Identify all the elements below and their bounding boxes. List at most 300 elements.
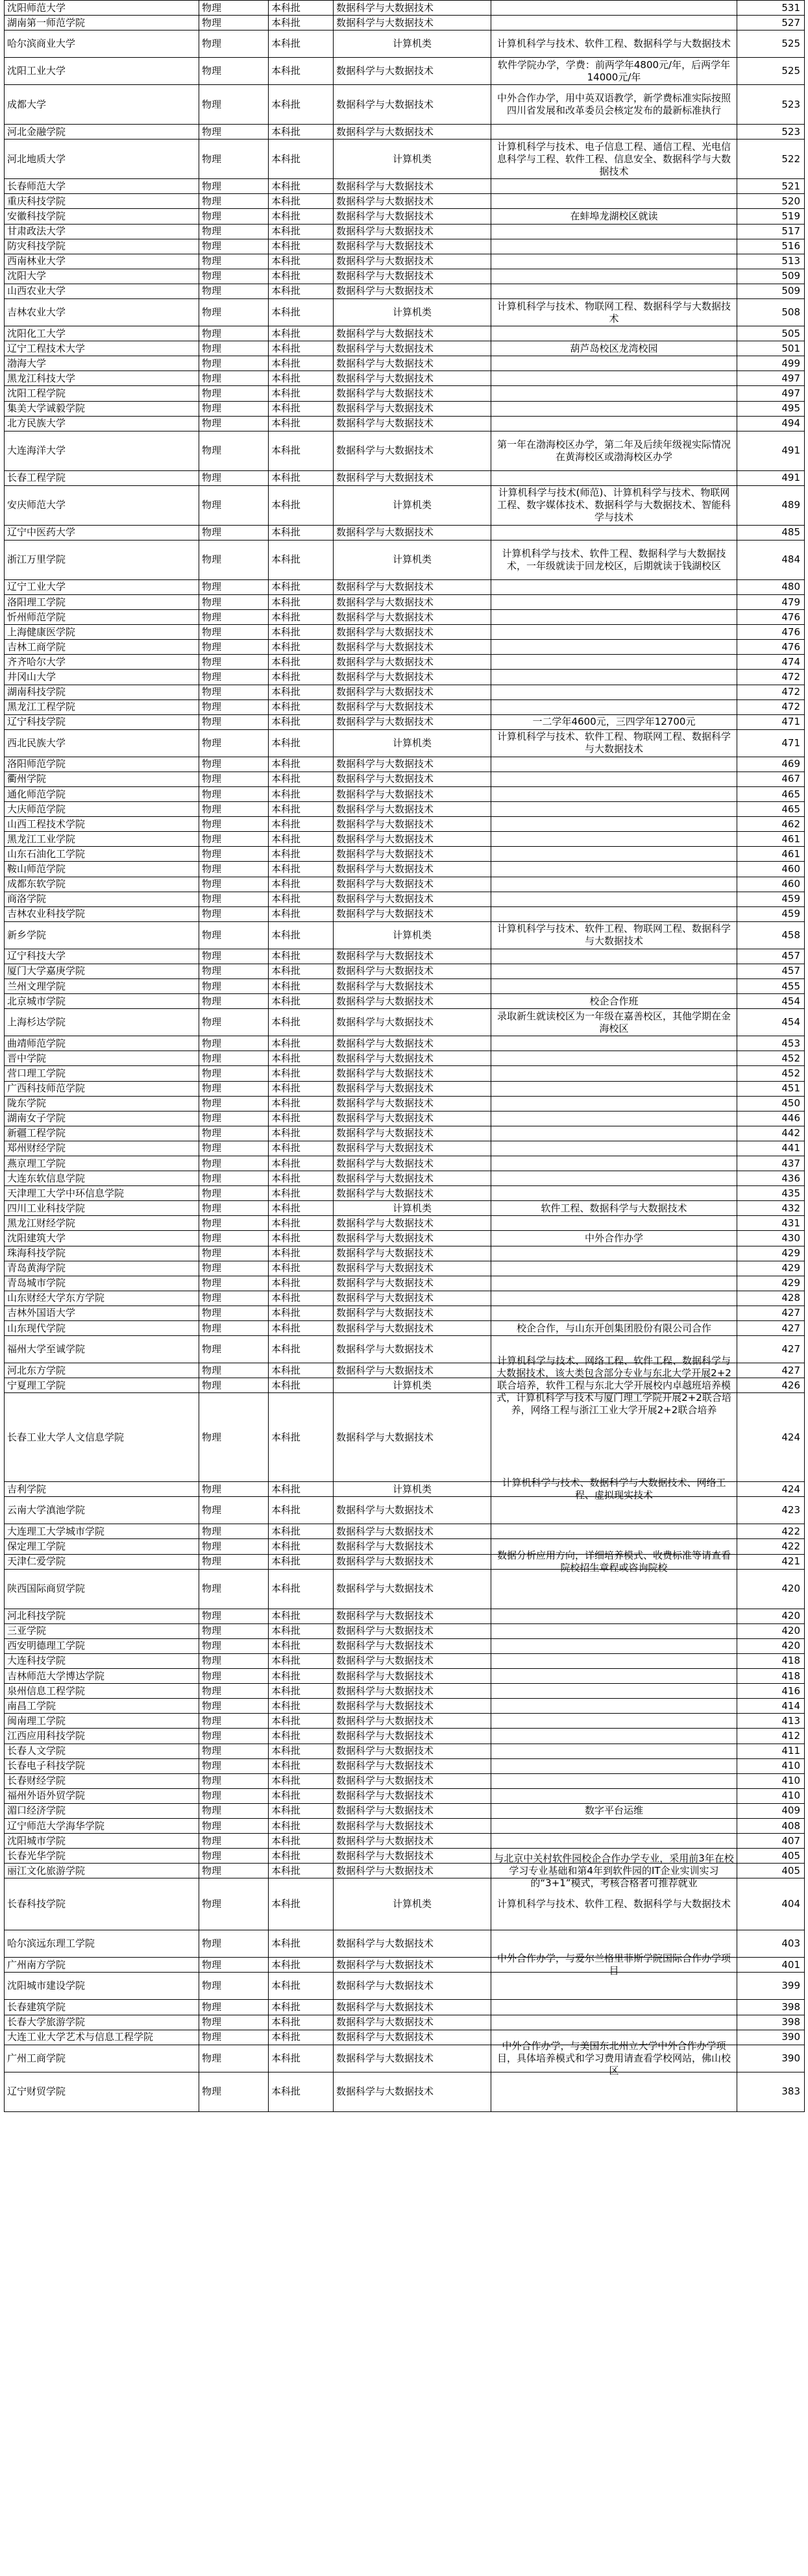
note-cell: 软件学院办学，学费：前两学年4800元/年，后两学年14000元/年 xyxy=(491,58,737,84)
subject-cell: 物理 xyxy=(199,1878,269,1930)
batch-cell: 本科批 xyxy=(269,772,334,786)
note-cell xyxy=(491,1609,737,1623)
school-cell: 丽江文化旅游学院 xyxy=(5,1864,199,1878)
score-cell: 399 xyxy=(737,1973,805,1999)
table-row xyxy=(5,1524,805,1539)
school-cell: 防灾科技学院 xyxy=(5,239,199,254)
note-cell xyxy=(491,817,737,831)
school-cell: 辽宁财贸学院 xyxy=(5,2072,199,2111)
batch-cell: 本科批 xyxy=(269,431,334,470)
major-cell: 数据科学与大数据技术 xyxy=(334,269,491,284)
subject-cell: 物理 xyxy=(199,1849,269,1863)
school-cell: 成都东软学院 xyxy=(5,877,199,892)
table-row xyxy=(5,1156,805,1171)
score-cell: 519 xyxy=(737,209,805,223)
subject-cell: 物理 xyxy=(199,299,269,326)
subject-cell: 物理 xyxy=(199,1126,269,1141)
school-cell: 浙江万里学院 xyxy=(5,541,199,579)
batch-cell: 本科批 xyxy=(269,471,334,485)
subject-cell: 物理 xyxy=(199,832,269,846)
score-cell: 429 xyxy=(737,1246,805,1261)
subject-cell: 物理 xyxy=(199,2030,269,2045)
score-cell: 472 xyxy=(737,685,805,699)
note-cell xyxy=(491,2072,737,2111)
major-cell: 数据科学与大数据技术 xyxy=(334,179,491,193)
table-row xyxy=(5,772,805,787)
score-cell: 474 xyxy=(737,655,805,669)
subject-cell: 物理 xyxy=(199,341,269,356)
major-cell: 数据科学与大数据技术 xyxy=(334,1654,491,1668)
major-cell: 数据科学与大数据技术 xyxy=(334,994,491,1008)
table-row xyxy=(5,1952,805,1977)
major-cell: 数据科学与大数据技术 xyxy=(334,1729,491,1743)
score-cell: 418 xyxy=(737,1669,805,1683)
school-cell: 广西科技师范学院 xyxy=(5,1082,199,1096)
school-cell: 福州外语外贸学院 xyxy=(5,1789,199,1803)
table-row xyxy=(5,685,805,700)
score-cell: 423 xyxy=(737,1497,805,1524)
batch-cell: 本科批 xyxy=(269,1141,334,1156)
table-row xyxy=(5,356,805,371)
note-cell xyxy=(491,787,737,801)
subject-cell: 物理 xyxy=(199,2072,269,2111)
score-cell: 413 xyxy=(737,1714,805,1728)
subject-cell: 物理 xyxy=(199,1804,269,1818)
table-row xyxy=(5,254,805,269)
major-cell: 数据科学与大数据技术 xyxy=(334,1864,491,1878)
note-cell xyxy=(491,2000,737,2014)
batch-cell: 本科批 xyxy=(269,1878,334,1930)
note-cell xyxy=(491,326,737,341)
school-cell: 江西应用科技学院 xyxy=(5,1729,199,1743)
score-cell: 494 xyxy=(737,417,805,431)
major-cell: 计算机类 xyxy=(334,541,491,579)
subject-cell: 物理 xyxy=(199,371,269,385)
note-cell xyxy=(491,1684,737,1698)
major-cell: 数据科学与大数据技术 xyxy=(334,1639,491,1653)
subject-cell: 物理 xyxy=(199,1141,269,1156)
note-cell: 一二学年4600元，三四学年12700元 xyxy=(491,715,737,729)
major-cell: 数据科学与大数据技术 xyxy=(334,1276,491,1291)
subject-cell: 物理 xyxy=(199,1036,269,1051)
major-cell: 数据科学与大数据技术 xyxy=(334,1066,491,1080)
major-cell: 数据科学与大数据技术 xyxy=(334,1774,491,1788)
table-row xyxy=(5,284,805,299)
table-row xyxy=(5,1624,805,1639)
major-cell: 数据科学与大数据技术 xyxy=(334,386,491,400)
batch-cell: 本科批 xyxy=(269,225,334,239)
school-cell: 大连东软信息学院 xyxy=(5,1171,199,1185)
school-cell: 大连工业大学艺术与信息工程学院 xyxy=(5,2030,199,2045)
school-cell: 沈阳大学 xyxy=(5,269,199,284)
score-cell: 452 xyxy=(737,1066,805,1080)
batch-cell: 本科批 xyxy=(269,1759,334,1773)
school-cell: 上海杉达学院 xyxy=(5,1009,199,1036)
batch-cell: 本科批 xyxy=(269,326,334,341)
table-row xyxy=(5,1261,805,1276)
table-row xyxy=(5,1141,805,1156)
major-cell: 数据科学与大数据技术 xyxy=(334,802,491,816)
note-cell xyxy=(491,979,737,993)
note-cell: 校企合作班 xyxy=(491,994,737,1008)
school-cell: 新疆工程学院 xyxy=(5,1126,199,1141)
subject-cell: 物理 xyxy=(199,2000,269,2014)
subject-cell: 物理 xyxy=(199,541,269,579)
batch-cell: 本科批 xyxy=(269,356,334,371)
table-row xyxy=(5,1804,805,1819)
major-cell: 数据科学与大数据技术 xyxy=(334,2045,491,2072)
school-cell: 河北东方学院 xyxy=(5,1363,199,1378)
subject-cell: 物理 xyxy=(199,1112,269,1126)
subject-cell: 物理 xyxy=(199,1759,269,1773)
score-cell: 516 xyxy=(737,239,805,254)
score-cell: 429 xyxy=(737,1276,805,1291)
note-cell xyxy=(491,254,737,269)
table-row xyxy=(5,1570,805,1609)
batch-cell: 本科批 xyxy=(269,1051,334,1065)
note-cell xyxy=(491,1570,737,1609)
school-cell: 商洛学院 xyxy=(5,892,199,906)
subject-cell: 物理 xyxy=(199,994,269,1008)
table-row xyxy=(5,1066,805,1081)
note-cell xyxy=(491,1524,737,1538)
score-cell: 495 xyxy=(737,402,805,416)
major-cell: 数据科学与大数据技术 xyxy=(334,979,491,993)
batch-cell: 本科批 xyxy=(269,486,334,525)
score-cell: 472 xyxy=(737,670,805,684)
note-cell: 第一年在渤海校区办学，第二年及后续年级视实际情况在黄海校区或渤海校区办学 xyxy=(491,431,737,470)
batch-cell: 本科批 xyxy=(269,640,334,654)
subject-cell: 物理 xyxy=(199,907,269,921)
major-cell: 计算机类 xyxy=(334,140,491,178)
major-cell: 数据科学与大数据技术 xyxy=(334,58,491,84)
subject-cell: 物理 xyxy=(199,402,269,416)
batch-cell: 本科批 xyxy=(269,1570,334,1609)
note-cell xyxy=(491,179,737,193)
note-cell xyxy=(491,892,737,906)
school-cell: 甘肃政法大学 xyxy=(5,225,199,239)
major-cell: 数据科学与大数据技术 xyxy=(334,431,491,470)
batch-cell: 本科批 xyxy=(269,1958,334,1972)
subject-cell: 物理 xyxy=(199,2045,269,2072)
major-cell: 计算机类 xyxy=(334,922,491,949)
note-cell xyxy=(491,239,737,254)
batch-cell: 本科批 xyxy=(269,1363,334,1378)
score-cell: 465 xyxy=(737,787,805,801)
table-row xyxy=(5,1321,805,1336)
table-row xyxy=(5,1276,805,1291)
school-cell: 四川工业科技学院 xyxy=(5,1201,199,1215)
batch-cell: 本科批 xyxy=(269,1393,334,1481)
major-cell: 数据科学与大数据技术 xyxy=(334,125,491,139)
major-cell: 数据科学与大数据技术 xyxy=(334,2000,491,2014)
note-cell xyxy=(491,194,737,208)
score-table xyxy=(4,0,805,2112)
school-cell: 新乡学院 xyxy=(5,922,199,949)
subject-cell: 物理 xyxy=(199,254,269,269)
score-cell: 390 xyxy=(737,2045,805,2072)
score-cell: 427 xyxy=(737,1336,805,1363)
subject-cell: 物理 xyxy=(199,1082,269,1096)
note-cell xyxy=(491,1714,737,1728)
subject-cell: 物理 xyxy=(199,922,269,949)
school-cell: 广州南方学院 xyxy=(5,1958,199,1972)
subject-cell: 物理 xyxy=(199,1378,269,1392)
subject-cell: 物理 xyxy=(199,979,269,993)
major-cell: 数据科学与大数据技术 xyxy=(334,1497,491,1524)
batch-cell: 本科批 xyxy=(269,595,334,609)
school-cell: 辽宁中医药大学 xyxy=(5,526,199,540)
batch-cell: 本科批 xyxy=(269,670,334,684)
subject-cell: 物理 xyxy=(199,1744,269,1758)
table-row xyxy=(5,194,805,209)
score-cell: 453 xyxy=(737,1036,805,1051)
batch-cell: 本科批 xyxy=(269,299,334,326)
school-cell: 湖南第一师范学院 xyxy=(5,16,199,30)
score-cell: 418 xyxy=(737,1654,805,1668)
table-row xyxy=(5,2072,805,2112)
note-cell: 计算机科学与技术(师范)、计算机科学与技术、物联网工程、数字媒体技术、数据科学与大数据技术、智能科学与技术 xyxy=(491,486,737,525)
subject-cell: 物理 xyxy=(199,1819,269,1833)
table-row xyxy=(5,700,805,715)
table-row xyxy=(5,949,805,964)
score-cell: 459 xyxy=(737,907,805,921)
school-cell: 沈阳城市建设学院 xyxy=(5,1973,199,1999)
major-cell: 计算机类 xyxy=(334,1201,491,1215)
batch-cell: 本科批 xyxy=(269,1321,334,1335)
batch-cell: 本科批 xyxy=(269,877,334,892)
major-cell: 数据科学与大数据技术 xyxy=(334,787,491,801)
school-cell: 集美大学诚毅学院 xyxy=(5,402,199,416)
school-cell: 大连理工大学城市学院 xyxy=(5,1524,199,1538)
score-cell: 404 xyxy=(737,1878,805,1930)
school-cell: 沈阳师范大学 xyxy=(5,1,199,15)
note-cell xyxy=(491,772,737,786)
score-cell: 446 xyxy=(737,1112,805,1126)
subject-cell: 物理 xyxy=(199,1276,269,1291)
note-cell: 计算机科学与技术、软件工程、物联网工程、数据科学与大数据技术 xyxy=(491,730,737,757)
score-cell: 499 xyxy=(737,356,805,371)
score-cell: 408 xyxy=(737,1819,805,1833)
score-cell: 427 xyxy=(737,1363,805,1378)
subject-cell: 物理 xyxy=(199,284,269,298)
score-cell: 450 xyxy=(737,1097,805,1111)
batch-cell: 本科批 xyxy=(269,194,334,208)
score-cell: 476 xyxy=(737,625,805,639)
batch-cell: 本科批 xyxy=(269,787,334,801)
score-cell: 525 xyxy=(737,58,805,84)
subject-cell: 物理 xyxy=(199,655,269,669)
score-cell: 505 xyxy=(737,326,805,341)
school-cell: 泉州信息工程学院 xyxy=(5,1684,199,1698)
subject-cell: 物理 xyxy=(199,140,269,178)
major-cell: 数据科学与大数据技术 xyxy=(334,1804,491,1818)
score-cell: 451 xyxy=(737,1082,805,1096)
table-row xyxy=(5,994,805,1009)
score-cell: 441 xyxy=(737,1141,805,1156)
subject-cell: 物理 xyxy=(199,356,269,371)
school-cell: 齐齐哈尔大学 xyxy=(5,655,199,669)
table-row xyxy=(5,1231,805,1246)
subject-cell: 物理 xyxy=(199,1555,269,1569)
score-cell: 461 xyxy=(737,847,805,861)
major-cell: 数据科学与大数据技术 xyxy=(334,1669,491,1683)
subject-cell: 物理 xyxy=(199,1009,269,1036)
batch-cell: 本科批 xyxy=(269,1291,334,1306)
major-cell: 数据科学与大数据技术 xyxy=(334,595,491,609)
table-row xyxy=(5,341,805,356)
major-cell: 数据科学与大数据技术 xyxy=(334,1714,491,1728)
school-cell: 辽宁师范大学海华学院 xyxy=(5,1819,199,1833)
school-cell: 长春建筑学院 xyxy=(5,2000,199,2014)
school-cell: 珠海科技学院 xyxy=(5,1246,199,1261)
subject-cell: 物理 xyxy=(199,787,269,801)
subject-cell: 物理 xyxy=(199,1156,269,1171)
note-cell: 数据分析应用方向，详细培养模式、收费标准等请查看院校招生章程或咨询院校 xyxy=(491,1555,737,1569)
school-cell: 湖南女子学院 xyxy=(5,1112,199,1126)
school-cell: 西北民族大学 xyxy=(5,730,199,757)
score-cell: 460 xyxy=(737,862,805,876)
subject-cell: 物理 xyxy=(199,964,269,978)
batch-cell: 本科批 xyxy=(269,1009,334,1036)
table-row xyxy=(5,787,805,802)
note-cell xyxy=(491,356,737,371)
table-row xyxy=(5,1699,805,1714)
major-cell: 数据科学与大数据技术 xyxy=(334,1849,491,1863)
subject-cell: 物理 xyxy=(199,1864,269,1878)
note-cell xyxy=(491,655,737,669)
note-cell xyxy=(491,1393,737,1481)
note-cell xyxy=(491,1126,737,1141)
subject-cell: 物理 xyxy=(199,610,269,624)
batch-cell: 本科批 xyxy=(269,1834,334,1848)
subject-cell: 物理 xyxy=(199,269,269,284)
school-cell: 天津理工大学中环信息学院 xyxy=(5,1186,199,1200)
subject-cell: 物理 xyxy=(199,125,269,139)
subject-cell: 物理 xyxy=(199,1066,269,1080)
table-row xyxy=(5,1036,805,1051)
batch-cell: 本科批 xyxy=(269,179,334,193)
major-cell: 数据科学与大数据技术 xyxy=(334,1973,491,1999)
score-cell: 422 xyxy=(737,1539,805,1553)
major-cell: 数据科学与大数据技术 xyxy=(334,685,491,699)
major-cell: 数据科学与大数据技术 xyxy=(334,1009,491,1036)
note-cell: 在蚌埠龙湖校区就读 xyxy=(491,209,737,223)
batch-cell: 本科批 xyxy=(269,757,334,772)
note-cell xyxy=(491,700,737,714)
batch-cell: 本科批 xyxy=(269,1973,334,1999)
subject-cell: 物理 xyxy=(199,1699,269,1713)
major-cell: 数据科学与大数据技术 xyxy=(334,16,491,30)
note-cell: 中外合作办学，用中英双语教学，新学费标准实际按照四川省发展和改革委员会核定发布的最新标准执行 xyxy=(491,85,737,124)
note-cell xyxy=(491,1112,737,1126)
score-cell: 472 xyxy=(737,700,805,714)
major-cell: 数据科学与大数据技术 xyxy=(334,1216,491,1230)
major-cell: 计算机类 xyxy=(334,1878,491,1930)
subject-cell: 物理 xyxy=(199,1729,269,1743)
table-row xyxy=(5,1549,805,1574)
batch-cell: 本科批 xyxy=(269,1306,334,1320)
note-cell xyxy=(491,949,737,964)
school-cell: 黑龙江工程学院 xyxy=(5,700,199,714)
major-cell: 计算机类 xyxy=(334,299,491,326)
batch-cell: 本科批 xyxy=(269,1482,334,1496)
batch-cell: 本科批 xyxy=(269,1066,334,1080)
batch-cell: 本科批 xyxy=(269,730,334,757)
batch-cell: 本科批 xyxy=(269,2000,334,2014)
subject-cell: 物理 xyxy=(199,58,269,84)
school-cell: 哈尔滨商业大学 xyxy=(5,30,199,57)
score-cell: 412 xyxy=(737,1729,805,1743)
score-cell: 476 xyxy=(737,610,805,624)
score-cell: 527 xyxy=(737,16,805,30)
table-row xyxy=(5,269,805,284)
batch-cell: 本科批 xyxy=(269,1231,334,1245)
batch-cell: 本科批 xyxy=(269,125,334,139)
score-cell: 531 xyxy=(737,1,805,15)
batch-cell: 本科批 xyxy=(269,1126,334,1141)
subject-cell: 物理 xyxy=(199,1393,269,1481)
batch-cell: 本科批 xyxy=(269,610,334,624)
score-cell: 421 xyxy=(737,1555,805,1569)
batch-cell: 本科批 xyxy=(269,1864,334,1878)
table-row xyxy=(5,1669,805,1684)
school-cell: 通化师范学院 xyxy=(5,787,199,801)
subject-cell: 物理 xyxy=(199,625,269,639)
batch-cell: 本科批 xyxy=(269,341,334,356)
table-row xyxy=(5,431,805,471)
note-cell xyxy=(491,1216,737,1230)
batch-cell: 本科批 xyxy=(269,417,334,431)
batch-cell: 本科批 xyxy=(269,655,334,669)
note-cell: 软件工程、数据科学与大数据技术 xyxy=(491,1201,737,1215)
note-cell xyxy=(491,1036,737,1051)
batch-cell: 本科批 xyxy=(269,1639,334,1653)
major-cell: 数据科学与大数据技术 xyxy=(334,341,491,356)
table-row xyxy=(5,655,805,670)
school-cell: 郑州财经学院 xyxy=(5,1141,199,1156)
school-cell: 成都大学 xyxy=(5,85,199,124)
subject-cell: 物理 xyxy=(199,1654,269,1668)
school-cell: 山西工程技术学院 xyxy=(5,817,199,831)
major-cell: 数据科学与大数据技术 xyxy=(334,471,491,485)
score-cell: 523 xyxy=(737,85,805,124)
note-cell xyxy=(491,526,737,540)
batch-cell: 本科批 xyxy=(269,862,334,876)
major-cell: 数据科学与大数据技术 xyxy=(334,225,491,239)
school-cell: 重庆科技学院 xyxy=(5,194,199,208)
school-cell: 沈阳工程学院 xyxy=(5,386,199,400)
subject-cell: 物理 xyxy=(199,85,269,124)
major-cell: 数据科学与大数据技术 xyxy=(334,1524,491,1538)
batch-cell: 本科批 xyxy=(269,802,334,816)
batch-cell: 本科批 xyxy=(269,994,334,1008)
table-row xyxy=(5,1477,805,1501)
batch-cell: 本科批 xyxy=(269,140,334,178)
batch-cell: 本科批 xyxy=(269,254,334,269)
school-cell: 忻州师范学院 xyxy=(5,610,199,624)
school-cell: 营口理工学院 xyxy=(5,1066,199,1080)
note-cell xyxy=(491,802,737,816)
subject-cell: 物理 xyxy=(199,1609,269,1623)
table-row xyxy=(5,1126,805,1141)
table-row xyxy=(5,2000,805,2015)
score-cell: 489 xyxy=(737,486,805,525)
note-cell xyxy=(491,1246,737,1261)
subject-cell: 物理 xyxy=(199,772,269,786)
subject-cell: 物理 xyxy=(199,1363,269,1378)
score-cell: 424 xyxy=(737,1482,805,1496)
